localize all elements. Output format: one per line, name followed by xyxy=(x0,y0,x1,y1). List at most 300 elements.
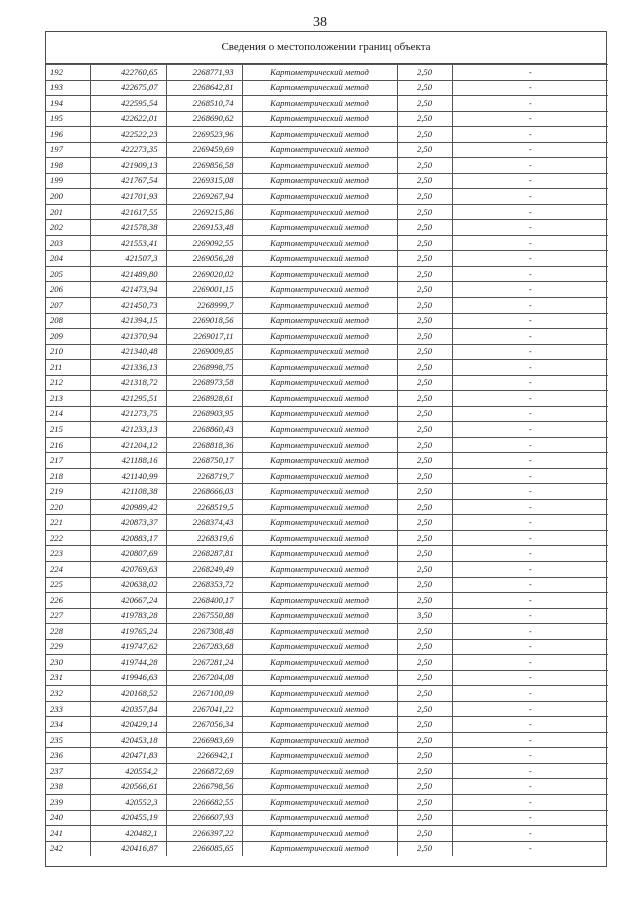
coordinate-x: 421553,41 xyxy=(90,235,166,251)
table-row xyxy=(46,391,608,407)
point-number: 237 xyxy=(46,763,90,779)
coordinate-x: 421507,3 xyxy=(90,251,166,267)
determination-method: Картометрический метод xyxy=(242,297,397,313)
coordinate-y: 2268249,49 xyxy=(166,562,242,578)
coordinate-y: 2269315,08 xyxy=(166,173,242,189)
accuracy-value: 2,50 xyxy=(397,344,452,360)
determination-method: Картометрический метод xyxy=(242,251,397,267)
coordinate-y: 2268903,95 xyxy=(166,406,242,422)
determination-method: Картометрический метод xyxy=(242,173,397,189)
point-number: 210 xyxy=(46,344,90,360)
description-cell: - xyxy=(452,748,608,764)
description-cell: - xyxy=(452,701,608,717)
coordinate-x: 421108,38 xyxy=(90,484,166,500)
accuracy-value: 2,50 xyxy=(397,266,452,282)
determination-method: Картометрический метод xyxy=(242,624,397,640)
coordinate-x: 421489,80 xyxy=(90,266,166,282)
determination-method: Картометрический метод xyxy=(242,608,397,624)
determination-method: Картометрический метод xyxy=(242,142,397,158)
coordinate-x: 420357,84 xyxy=(90,701,166,717)
table-row xyxy=(46,515,608,531)
determination-method: Картометрический метод xyxy=(242,748,397,764)
coordinate-y: 2269215,86 xyxy=(166,204,242,220)
coordinate-y: 2269009,85 xyxy=(166,344,242,360)
coordinate-y: 2267550,88 xyxy=(166,608,242,624)
coordinate-x: 421909,13 xyxy=(90,158,166,174)
accuracy-value: 2,50 xyxy=(397,111,452,127)
coordinate-x: 421204,12 xyxy=(90,437,166,453)
coordinate-x: 420455,19 xyxy=(90,810,166,826)
coordinate-y: 2267041,22 xyxy=(166,701,242,717)
coordinate-y: 2266942,1 xyxy=(166,748,242,764)
point-number: 192 xyxy=(46,65,90,81)
accuracy-value: 2,50 xyxy=(397,158,452,174)
coordinate-y: 2269523,96 xyxy=(166,127,242,143)
description-cell: - xyxy=(452,96,608,112)
table-row xyxy=(46,235,608,251)
point-number: 212 xyxy=(46,375,90,391)
description-cell: - xyxy=(452,220,608,236)
table-row xyxy=(46,437,608,453)
table-row xyxy=(46,189,608,205)
table-row xyxy=(46,220,608,236)
table-row xyxy=(46,422,608,438)
description-cell: - xyxy=(452,530,608,546)
accuracy-value: 2,50 xyxy=(397,127,452,143)
determination-method: Картометрический метод xyxy=(242,406,397,422)
coordinate-x: 419744,28 xyxy=(90,655,166,671)
description-cell: - xyxy=(452,235,608,251)
determination-method: Картометрический метод xyxy=(242,530,397,546)
table-row xyxy=(46,499,608,515)
coordinate-y: 2268690,62 xyxy=(166,111,242,127)
table-row xyxy=(46,577,608,593)
accuracy-value: 2,50 xyxy=(397,515,452,531)
coordinate-y: 2268374,43 xyxy=(166,515,242,531)
determination-method: Картометрический метод xyxy=(242,686,397,702)
accuracy-value: 2,50 xyxy=(397,189,452,205)
point-number: 216 xyxy=(46,437,90,453)
accuracy-value: 2,50 xyxy=(397,329,452,345)
coordinate-y: 2268319,6 xyxy=(166,530,242,546)
table-row xyxy=(46,204,608,220)
point-number: 236 xyxy=(46,748,90,764)
description-cell: - xyxy=(452,158,608,174)
coordinate-y: 2268771,93 xyxy=(166,65,242,81)
accuracy-value: 2,50 xyxy=(397,577,452,593)
determination-method: Картометрический метод xyxy=(242,717,397,733)
description-cell: - xyxy=(452,80,608,96)
coordinate-x: 421767,54 xyxy=(90,173,166,189)
coordinate-y: 2268750,17 xyxy=(166,453,242,469)
coordinate-x: 419946,63 xyxy=(90,670,166,686)
coordinate-x: 421295,51 xyxy=(90,391,166,407)
point-number: 225 xyxy=(46,577,90,593)
point-number: 207 xyxy=(46,297,90,313)
point-number: 226 xyxy=(46,593,90,609)
determination-method: Картометрический метод xyxy=(242,391,397,407)
description-cell: - xyxy=(452,826,608,842)
table-row xyxy=(46,96,608,112)
description-cell: - xyxy=(452,639,608,655)
coordinate-y: 2269267,94 xyxy=(166,189,242,205)
accuracy-value: 2,50 xyxy=(397,65,452,81)
table-row xyxy=(46,329,608,345)
table-row xyxy=(46,624,608,640)
determination-method: Картометрический метод xyxy=(242,546,397,562)
coordinate-x: 421370,94 xyxy=(90,329,166,345)
coordinate-y: 2266682,55 xyxy=(166,794,242,810)
coordinate-x: 421188,16 xyxy=(90,453,166,469)
table-row xyxy=(46,375,608,391)
coordinate-y: 2266983,69 xyxy=(166,732,242,748)
accuracy-value: 2,50 xyxy=(397,235,452,251)
coordinate-y: 2268860,43 xyxy=(166,422,242,438)
description-cell: - xyxy=(452,142,608,158)
accuracy-value: 2,50 xyxy=(397,422,452,438)
description-cell: - xyxy=(452,686,608,702)
accuracy-value: 2,50 xyxy=(397,204,452,220)
accuracy-value: 2,50 xyxy=(397,80,452,96)
coordinate-x: 420453,18 xyxy=(90,732,166,748)
coordinate-y: 2269001,15 xyxy=(166,282,242,298)
accuracy-value: 2,50 xyxy=(397,530,452,546)
description-cell: - xyxy=(452,189,608,205)
determination-method: Картометрический метод xyxy=(242,96,397,112)
determination-method: Картометрический метод xyxy=(242,701,397,717)
accuracy-value: 2,50 xyxy=(397,779,452,795)
table-row xyxy=(46,453,608,469)
determination-method: Картометрический метод xyxy=(242,344,397,360)
coordinate-x: 422622,01 xyxy=(90,111,166,127)
coordinate-y: 2268400,17 xyxy=(166,593,242,609)
coordinate-x: 419747,62 xyxy=(90,639,166,655)
description-cell: - xyxy=(452,624,608,640)
point-number: 221 xyxy=(46,515,90,531)
point-number: 220 xyxy=(46,499,90,515)
point-number: 211 xyxy=(46,360,90,376)
description-cell: - xyxy=(452,515,608,531)
determination-method: Картометрический метод xyxy=(242,158,397,174)
table-row xyxy=(46,484,608,500)
determination-method: Картометрический метод xyxy=(242,329,397,345)
determination-method: Картометрический метод xyxy=(242,282,397,298)
point-number: 213 xyxy=(46,391,90,407)
description-cell: - xyxy=(452,282,608,298)
table-row xyxy=(46,282,608,298)
coordinate-x: 421473,94 xyxy=(90,282,166,298)
table-row xyxy=(46,158,608,174)
point-number: 202 xyxy=(46,220,90,236)
determination-method: Картометрический метод xyxy=(242,127,397,143)
point-number: 222 xyxy=(46,530,90,546)
coordinate-y: 2268719,7 xyxy=(166,468,242,484)
description-cell: - xyxy=(452,763,608,779)
accuracy-value: 2,50 xyxy=(397,655,452,671)
accuracy-value: 2,50 xyxy=(397,763,452,779)
determination-method: Картометрический метод xyxy=(242,670,397,686)
accuracy-value: 2,50 xyxy=(397,546,452,562)
coordinate-y: 2268998,75 xyxy=(166,360,242,376)
determination-method: Картометрический метод xyxy=(242,810,397,826)
coordinate-x: 420807,69 xyxy=(90,546,166,562)
description-cell: - xyxy=(452,546,608,562)
point-number: 230 xyxy=(46,655,90,671)
determination-method: Картометрический метод xyxy=(242,484,397,500)
table-row xyxy=(46,297,608,313)
determination-method: Картометрический метод xyxy=(242,779,397,795)
coordinate-x: 422675,07 xyxy=(90,80,166,96)
description-cell: - xyxy=(452,593,608,609)
accuracy-value: 2,50 xyxy=(397,468,452,484)
determination-method: Картометрический метод xyxy=(242,732,397,748)
determination-method: Картометрический метод xyxy=(242,577,397,593)
determination-method: Картометрический метод xyxy=(242,841,397,856)
description-cell: - xyxy=(452,670,608,686)
description-cell: - xyxy=(452,794,608,810)
coordinate-x: 419783,28 xyxy=(90,608,166,624)
accuracy-value: 2,50 xyxy=(397,624,452,640)
table-row xyxy=(46,266,608,282)
table-row xyxy=(46,111,608,127)
table-row xyxy=(46,127,608,143)
boundary-table-frame xyxy=(45,31,607,867)
page-number: 38 xyxy=(313,15,327,30)
determination-method: Картометрический метод xyxy=(242,499,397,515)
coordinate-y: 2268519,5 xyxy=(166,499,242,515)
point-number: 201 xyxy=(46,204,90,220)
coordinate-x: 420989,42 xyxy=(90,499,166,515)
accuracy-value: 2,50 xyxy=(397,670,452,686)
coordinate-y: 2269017,11 xyxy=(166,329,242,345)
description-cell: - xyxy=(452,453,608,469)
point-number: 228 xyxy=(46,624,90,640)
coordinate-x: 419765,24 xyxy=(90,624,166,640)
description-cell: - xyxy=(452,655,608,671)
description-cell: - xyxy=(452,406,608,422)
coordinate-y: 2268999,7 xyxy=(166,297,242,313)
accuracy-value: 2,50 xyxy=(397,251,452,267)
coordinate-x: 420416,87 xyxy=(90,841,166,856)
determination-method: Картометрический метод xyxy=(242,794,397,810)
accuracy-value: 2,50 xyxy=(397,173,452,189)
point-number: 231 xyxy=(46,670,90,686)
table-row xyxy=(46,763,608,779)
point-number: 218 xyxy=(46,468,90,484)
determination-method: Картометрический метод xyxy=(242,655,397,671)
coordinate-y: 2267056,34 xyxy=(166,717,242,733)
coordinate-x: 420667,24 xyxy=(90,593,166,609)
description-cell: - xyxy=(452,266,608,282)
table-row xyxy=(46,546,608,562)
determination-method: Картометрический метод xyxy=(242,639,397,655)
coordinate-x: 420168,52 xyxy=(90,686,166,702)
coordinate-x: 421233,13 xyxy=(90,422,166,438)
table-row xyxy=(46,841,608,856)
point-number: 196 xyxy=(46,127,90,143)
coordinate-x: 421340,48 xyxy=(90,344,166,360)
accuracy-value: 2,50 xyxy=(397,562,452,578)
coordinate-y: 2268928,61 xyxy=(166,391,242,407)
point-number: 194 xyxy=(46,96,90,112)
coordinate-x: 421336,13 xyxy=(90,360,166,376)
accuracy-value: 2,50 xyxy=(397,406,452,422)
table-row xyxy=(46,826,608,842)
description-cell: - xyxy=(452,173,608,189)
description-cell: - xyxy=(452,313,608,329)
coordinates-table-body xyxy=(46,65,608,857)
determination-method: Картометрический метод xyxy=(242,80,397,96)
coordinates-table xyxy=(46,64,608,856)
point-number: 240 xyxy=(46,810,90,826)
description-cell: - xyxy=(452,732,608,748)
table-row xyxy=(46,810,608,826)
coordinate-x: 421701,93 xyxy=(90,189,166,205)
coordinate-y: 2268818,36 xyxy=(166,437,242,453)
description-cell: - xyxy=(452,344,608,360)
coordinate-x: 420471,83 xyxy=(90,748,166,764)
coordinate-y: 2267308,48 xyxy=(166,624,242,640)
determination-method: Картометрический метод xyxy=(242,593,397,609)
coordinate-y: 2268353,72 xyxy=(166,577,242,593)
accuracy-value: 2,50 xyxy=(397,96,452,112)
point-number: 227 xyxy=(46,608,90,624)
coordinate-x: 420566,61 xyxy=(90,779,166,795)
accuracy-value: 2,50 xyxy=(397,810,452,826)
accuracy-value: 2,50 xyxy=(397,499,452,515)
coordinate-x: 422522,23 xyxy=(90,127,166,143)
coordinate-y: 2267283,68 xyxy=(166,639,242,655)
coordinate-x: 420873,37 xyxy=(90,515,166,531)
point-number: 214 xyxy=(46,406,90,422)
description-cell: - xyxy=(452,422,608,438)
table-row xyxy=(46,468,608,484)
coordinate-y: 2268287,81 xyxy=(166,546,242,562)
description-cell: - xyxy=(452,562,608,578)
accuracy-value: 2,50 xyxy=(397,437,452,453)
coordinate-y: 2268510,74 xyxy=(166,96,242,112)
coordinate-y: 2268973,58 xyxy=(166,375,242,391)
coordinate-y: 2269092,55 xyxy=(166,235,242,251)
description-cell: - xyxy=(452,437,608,453)
point-number: 229 xyxy=(46,639,90,655)
determination-method: Картометрический метод xyxy=(242,422,397,438)
accuracy-value: 2,50 xyxy=(397,686,452,702)
coordinate-x: 420554,2 xyxy=(90,763,166,779)
description-cell: - xyxy=(452,204,608,220)
coordinate-x: 421578,38 xyxy=(90,220,166,236)
accuracy-value: 2,50 xyxy=(397,282,452,298)
point-number: 242 xyxy=(46,841,90,856)
coordinate-y: 2266872,69 xyxy=(166,763,242,779)
description-cell: - xyxy=(452,717,608,733)
coordinate-x: 421318,72 xyxy=(90,375,166,391)
determination-method: Картометрический метод xyxy=(242,235,397,251)
point-number: 219 xyxy=(46,484,90,500)
coordinate-x: 420638,02 xyxy=(90,577,166,593)
description-cell: - xyxy=(452,65,608,81)
description-cell: - xyxy=(452,779,608,795)
accuracy-value: 2,50 xyxy=(397,142,452,158)
coordinate-y: 2267100,09 xyxy=(166,686,242,702)
coordinate-y: 2266798,56 xyxy=(166,779,242,795)
table-row xyxy=(46,639,608,655)
determination-method: Картометрический метод xyxy=(242,111,397,127)
point-number: 233 xyxy=(46,701,90,717)
determination-method: Картометрический метод xyxy=(242,437,397,453)
point-number: 208 xyxy=(46,313,90,329)
description-cell: - xyxy=(452,329,608,345)
coordinate-x: 422273,35 xyxy=(90,142,166,158)
point-number: 241 xyxy=(46,826,90,842)
point-number: 239 xyxy=(46,794,90,810)
accuracy-value: 2,50 xyxy=(397,297,452,313)
coordinate-x: 420482,1 xyxy=(90,826,166,842)
table-row xyxy=(46,794,608,810)
determination-method: Картометрический метод xyxy=(242,375,397,391)
point-number: 195 xyxy=(46,111,90,127)
determination-method: Картометрический метод xyxy=(242,360,397,376)
point-number: 234 xyxy=(46,717,90,733)
description-cell: - xyxy=(452,810,608,826)
accuracy-value: 2,50 xyxy=(397,313,452,329)
determination-method: Картометрический метод xyxy=(242,220,397,236)
description-cell: - xyxy=(452,608,608,624)
table-row xyxy=(46,655,608,671)
coordinate-x: 420552,3 xyxy=(90,794,166,810)
description-cell: - xyxy=(452,251,608,267)
accuracy-value: 2,50 xyxy=(397,826,452,842)
table-row xyxy=(46,670,608,686)
coordinate-x: 422595,54 xyxy=(90,96,166,112)
accuracy-value: 2,50 xyxy=(397,748,452,764)
description-cell: - xyxy=(452,841,608,856)
coordinate-y: 2268666,03 xyxy=(166,484,242,500)
table-row xyxy=(46,717,608,733)
coordinate-x: 421273,75 xyxy=(90,406,166,422)
accuracy-value: 2,50 xyxy=(397,391,452,407)
accuracy-value: 2,50 xyxy=(397,639,452,655)
coordinate-x: 421394,15 xyxy=(90,313,166,329)
point-number: 235 xyxy=(46,732,90,748)
table-row xyxy=(46,701,608,717)
accuracy-value: 2,50 xyxy=(397,453,452,469)
determination-method: Картометрический метод xyxy=(242,453,397,469)
coordinate-y: 2269056,28 xyxy=(166,251,242,267)
point-number: 205 xyxy=(46,266,90,282)
point-number: 232 xyxy=(46,686,90,702)
point-number: 203 xyxy=(46,235,90,251)
coordinate-y: 2266607,93 xyxy=(166,810,242,826)
table-row xyxy=(46,344,608,360)
description-cell: - xyxy=(452,468,608,484)
coordinate-y: 2266085,65 xyxy=(166,841,242,856)
accuracy-value: 2,50 xyxy=(397,794,452,810)
accuracy-value: 2,50 xyxy=(397,375,452,391)
description-cell: - xyxy=(452,111,608,127)
coordinate-x: 421617,55 xyxy=(90,204,166,220)
determination-method: Картометрический метод xyxy=(242,65,397,81)
table-row xyxy=(46,313,608,329)
accuracy-value: 2,50 xyxy=(397,701,452,717)
table-row xyxy=(46,562,608,578)
determination-method: Картометрический метод xyxy=(242,313,397,329)
table-row xyxy=(46,360,608,376)
point-number: 198 xyxy=(46,158,90,174)
table-row xyxy=(46,732,608,748)
coordinate-y: 2267204,08 xyxy=(166,670,242,686)
coordinate-y: 2266397,22 xyxy=(166,826,242,842)
